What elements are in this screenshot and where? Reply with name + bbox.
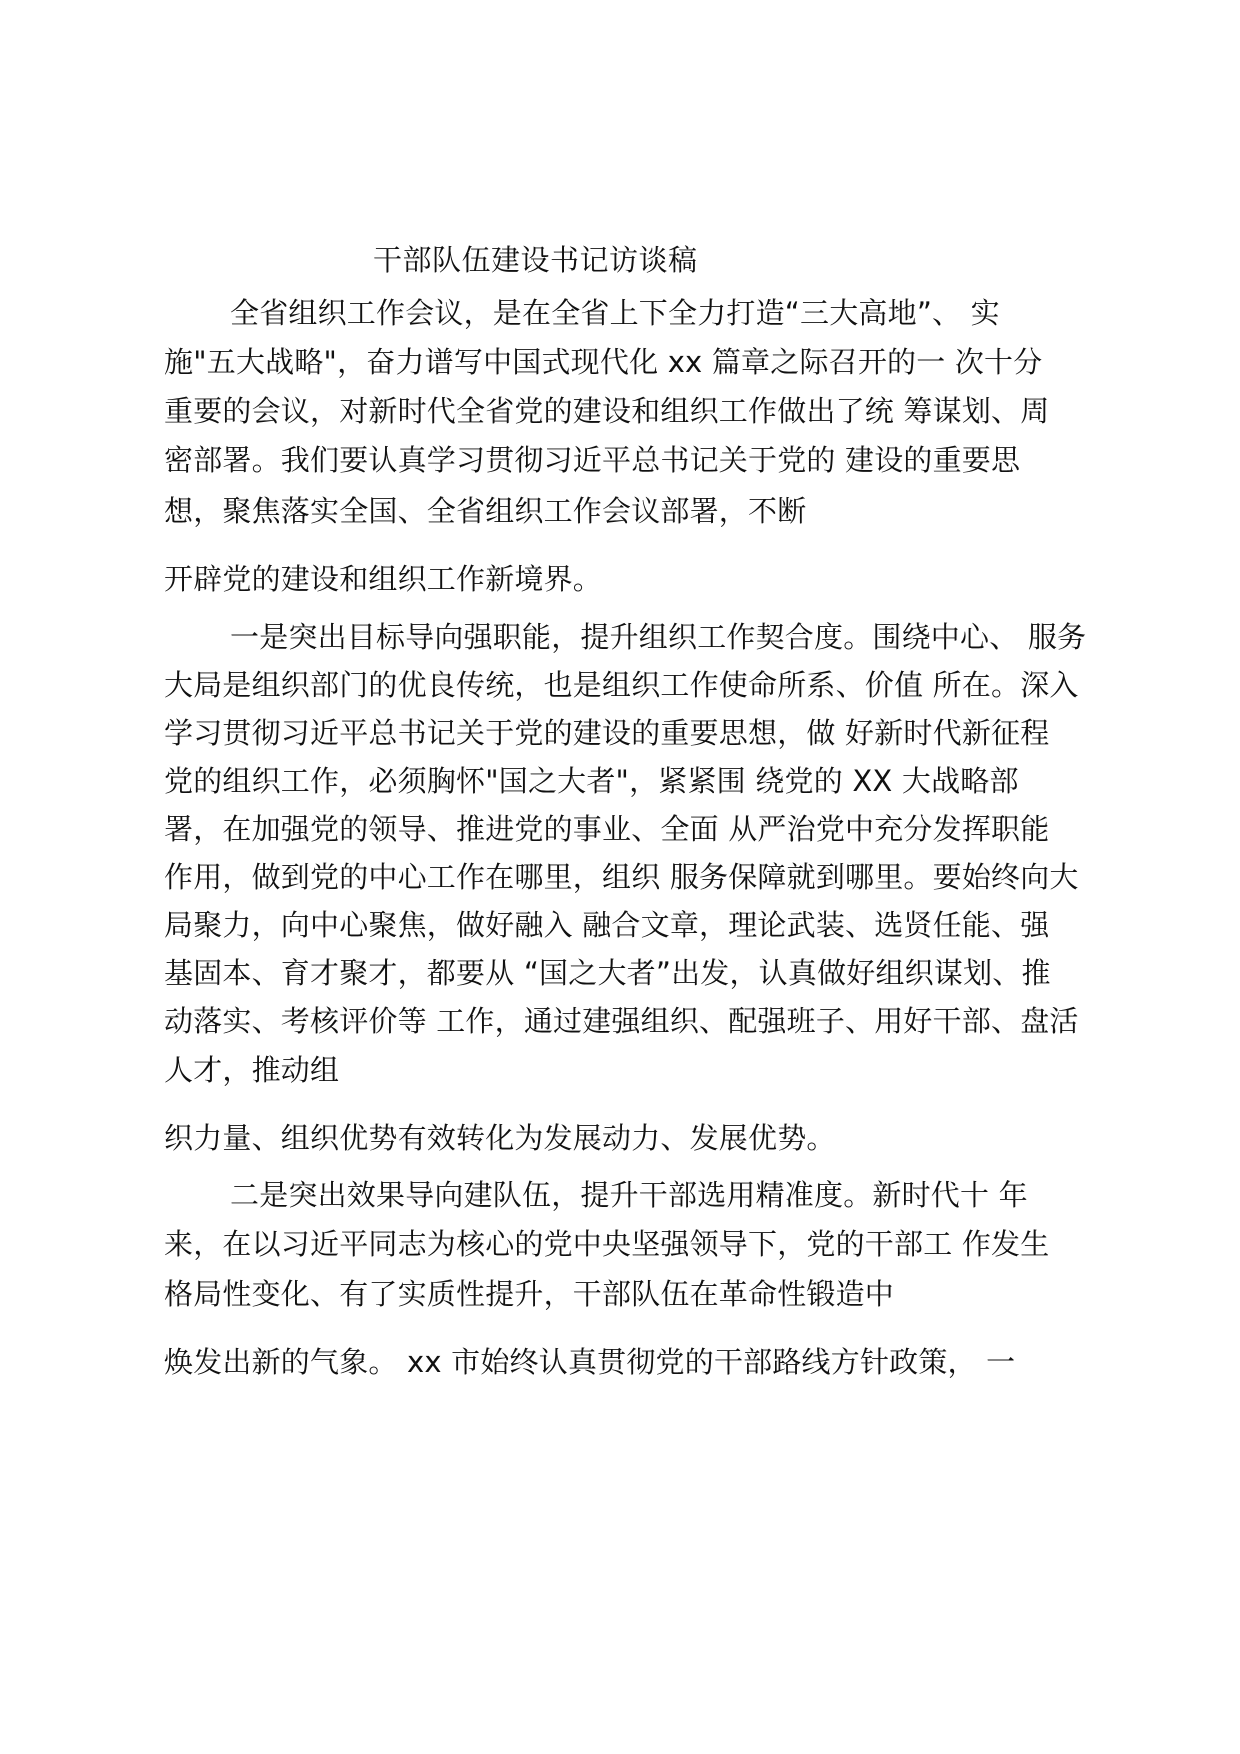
- paragraph-line: 署，在加强党的领导、推进党的事业、全面 从严治党中充分发挥职能: [164, 812, 1050, 846]
- paragraph-line: 作用，做到党的中心工作在哪里，组织 服务保障就到哪里。要始终向大: [164, 860, 1079, 894]
- paragraph-line: 局聚力，向中心聚焦，做好融入 融合文章，理论武装、选贤任能、强: [164, 908, 1050, 942]
- paragraph-line: 动落实、考核评价等 工作，通过建强组织、配强班子、用好干部、盘活: [164, 1004, 1079, 1038]
- paragraph-line: 格局性变化、有了实质性提升，干部队伍在革命性锻造中: [164, 1277, 895, 1311]
- paragraph-line: 想，聚焦落实全国、全省组织工作会议部署，不断: [164, 494, 807, 528]
- paragraph-line: 密部署。我们要认真学习贯彻习近平总书记关于党的 建设的重要思: [164, 443, 1021, 477]
- paragraph-line: 人才，推动组: [164, 1053, 340, 1087]
- paragraph-line: 焕发出新的气象。 xx 市始终认真贯彻党的干部路线方针政策， 一: [164, 1345, 1016, 1379]
- paragraph-line: 开辟党的建设和组织工作新境界。: [164, 562, 603, 596]
- paragraph-line: 党的组织工作，必须胸怀"国之大者"，紧紧围 绕党的 XX 大战略部: [164, 764, 1019, 798]
- paragraph-line: 全省组织工作会议，是在全省上下全力打造“三大高地”、 实: [230, 296, 1000, 330]
- paragraph-line: 织力量、组织优势有效转化为发展动力、发展优势。: [164, 1121, 836, 1155]
- paragraph-line: 大局是组织部门的优良传统，也是组织工作使命所系、价值 所在。深入: [164, 668, 1079, 702]
- document-title: 干部队伍建设书记访谈稿: [373, 243, 698, 277]
- paragraph-line: 基固本、育才聚才，都要从 “国之大者”出发，认真做好组织谋划、推: [164, 956, 1051, 990]
- paragraph-line: 学习贯彻习近平总书记关于党的建设的重要思想，做 好新时代新征程: [164, 716, 1050, 750]
- paragraph-line: 来，在以习近平同志为核心的党中央坚强领导下，党的干部工 作发生: [164, 1227, 1050, 1261]
- paragraph-line: 一是突出目标导向强职能，提升组织工作契合度。围绕中心、 服务: [230, 620, 1087, 654]
- paragraph-line: 重要的会议，对新时代全省党的建设和组织工作做出了统 筹谋划、周: [164, 394, 1050, 428]
- paragraph-line: 二是突出效果导向建队伍，提升干部选用精准度。新时代十 年: [230, 1178, 1028, 1212]
- paragraph-line: 施"五大战略"，奋力谱写中国式现代化 xx 篇章之际召开的一 次十分: [164, 345, 1043, 379]
